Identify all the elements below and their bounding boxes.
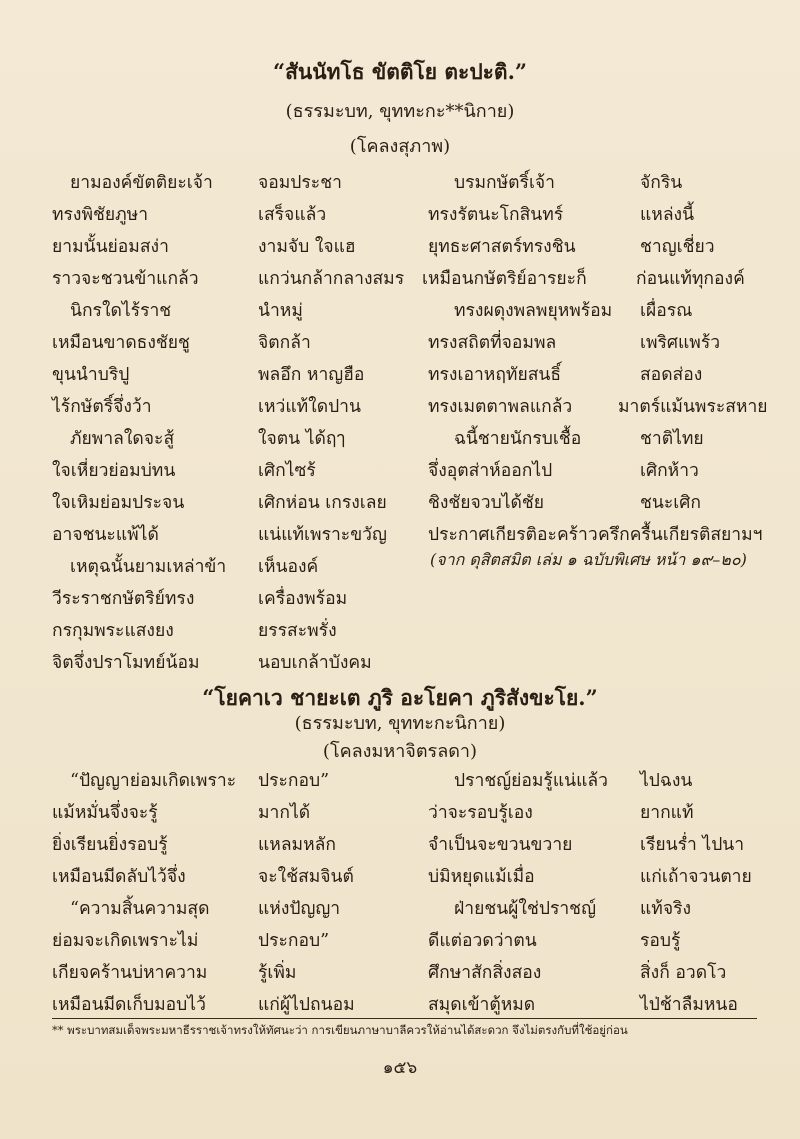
verse-cell: เรียนร่ำ ไปนา <box>640 835 745 855</box>
verse-row <box>0 958 800 990</box>
verse-row <box>0 296 800 328</box>
verse-cell: สิ่งก็ อวดโว <box>640 963 727 983</box>
verse-cell: ก่อนแท้ทุกองค์ <box>636 269 745 289</box>
section1-title: “สันนัทโธ ขัตติโย ตะปะติ.” <box>273 59 527 84</box>
verse-cell: อาจชนะแพ้ได้ <box>52 525 159 545</box>
verse-cell: ครึกครื้นเกียรติสยามฯ <box>598 525 763 545</box>
verse-cell: แก่ผู้ไปถนอม <box>258 995 355 1015</box>
verse-cell: วีระราชกษัตริย์ทรง <box>52 589 195 609</box>
verse-cell: สอดส่อง <box>640 365 703 385</box>
verse-cell: บ่มิหยุดแม้เมื่อ <box>428 867 535 887</box>
verse-cell: จักริน <box>640 173 683 193</box>
verse-cell: ประกาศเกียรติอะคร้าว <box>428 525 598 545</box>
verse-cell: ยามองค์ขัตติยะเจ้า <box>70 173 213 193</box>
verse-cell: ราวจะชวนข้าแกล้ว <box>52 269 199 289</box>
verse-cell: แม้หมั่นจึ่งจะรู้ <box>52 803 158 823</box>
verse-cell: สมุดเข้าตู้หมด <box>428 995 536 1015</box>
verse-row <box>0 264 800 296</box>
verse-row <box>0 584 800 616</box>
verse-row <box>0 798 800 830</box>
verse-cell: ทรงสถิตที่จอมพล <box>428 333 557 353</box>
verse-cell: ยรรสะพรั่ง <box>258 621 337 641</box>
verse-cell: ประกอบ” <box>258 931 330 951</box>
verse-row <box>0 616 800 648</box>
verse-cell: ภัยพาลใดจะสู้ <box>70 429 175 449</box>
verse-cell: ไร้กษัตริ์จึ่งว้า <box>52 397 152 417</box>
citation-note: (จาก ดุสิตสมิต เล่ม ๑ ฉบับพิเศษ หน้า ๑๙–๒๐) <box>430 550 747 569</box>
verse-cell: มากได้ <box>258 803 311 823</box>
verse-cell: เสร็จแล้ว <box>258 205 327 225</box>
section2-title: “โยคาเว ชายะเต ภูริ อะโยคา ภูริสังขะโย.” <box>202 685 598 710</box>
verse-cell: เหมือนขาดธงชัยชู <box>52 333 190 353</box>
verse-cell: ดีแต่อวดว่าตน <box>428 931 537 951</box>
verse-cell: จิตจึ่งปราโมทย์น้อม <box>52 653 200 673</box>
verse-cell: เศิกห่อน เกรงเลย <box>258 493 387 513</box>
verse-cell: “ปัญญาย่อมเกิดเพราะ <box>70 771 237 791</box>
section2-meter: (โคลงมหาจิตรลดา) <box>322 741 478 762</box>
verse-cell: ฝ่ายชนผู้ใช่ปราชญ์ <box>454 899 596 919</box>
verse-cell: ทรงเอาหฤทัยสนธิ์ <box>428 365 562 385</box>
verse-cell: ไป่ช้าลืมหนอ <box>640 995 738 1015</box>
verse-cell: จึ่งอุตส่าห์ออกไป <box>428 461 553 481</box>
verse-cell: แกว่นกล้ากลางสมร <box>258 269 405 289</box>
verse-cell: เศิกไซร้ <box>258 461 316 481</box>
verse-cell: ยากแท้ <box>640 803 694 823</box>
verse-cell: ประกอบ” <box>258 771 330 791</box>
verse-cell: ปราชญ์ย่อมรู้แน่แล้ว <box>454 771 608 791</box>
verse-cell: เหตุฉนั้นยามเหล่าข้า <box>70 557 227 577</box>
section2-source: (ธรรมะบท, ขุททะกะนิกาย) <box>294 713 506 734</box>
verse-cell: จำเป็นจะขวนขวาย <box>428 835 573 855</box>
verse-row <box>0 328 800 360</box>
section1-source: (ธรรมะบท, ขุททะกะ**นิกาย) <box>285 101 515 122</box>
verse-cell: ทรงเมตตาพลแกล้ว <box>428 397 573 417</box>
verse-row <box>0 766 800 798</box>
verse-row <box>0 894 800 926</box>
verse-row <box>0 392 800 424</box>
verse-cell: เหมือนกษัตริย์อารยะก็ <box>422 269 587 289</box>
verse-cell: จิตกล้า <box>258 333 311 353</box>
verse-cell: เห็นองค์ <box>258 557 319 577</box>
verse-cell: ว่าจะรอบรู้เอง <box>428 803 533 823</box>
verse-cell: ทรงผดุงพลพยุหพร้อม <box>454 301 613 321</box>
verse-cell: ทรงพิชัยภูษา <box>52 205 149 225</box>
verse-cell: เหว่แท้ใดปาน <box>258 397 361 417</box>
verse-cell: ยุทธะศาสตร์ทรงชิน <box>428 237 576 257</box>
verse-cell: พลอึก หาญฮือ <box>258 365 365 385</box>
verse-cell: เครื่องพร้อม <box>258 589 348 609</box>
verse-cell: บรมกษัตริ์เจ้า <box>454 173 556 193</box>
verse-cell: เหมือนมีดลับไว้จึ่ง <box>52 867 186 887</box>
footnote: ** พระบาทสมเด็จพระมหาธีรราชเจ้าทรงให้ทัศนะว่า การเขียนภาษาบาลีควรให้อ่านได้สะดวก จึงไม่ตรงกับที่ใช้อยู่ก่อน <box>52 1023 628 1037</box>
verse-cell: มาตร์แม้นพระสหาย <box>618 397 768 417</box>
verse-cell: เกียจคร้านบ่หาความ <box>52 963 208 983</box>
verse-cell: ชนะเศิก <box>640 493 701 513</box>
verse-row <box>0 360 800 392</box>
verse-cell: นิกรใดไร้ราช <box>70 301 172 321</box>
verse-cell: ชาญเชี่ยว <box>640 237 715 257</box>
verse-cell: แหล่งนี้ <box>640 205 695 225</box>
verse-row <box>0 926 800 958</box>
verse-cell: นำหมู่ <box>258 301 303 321</box>
verse-cell: จอมประชา <box>258 173 342 193</box>
verse-cell: นอบเกล้าบังคม <box>258 653 372 673</box>
verse-cell: ทรงรัตนะโกสินทร์ <box>428 205 564 225</box>
verse-row <box>0 424 800 456</box>
verse-cell: เศิกห้าว <box>640 461 699 481</box>
verse-row <box>0 488 800 520</box>
verse-cell: จะใช้สมจินต์ <box>258 867 354 887</box>
section1-meter: (โคลงสุภาพ) <box>349 136 451 157</box>
verse-cell: แน่แท้เพราะขวัญ <box>258 525 387 545</box>
verse-cell: ยามนั้นย่อมสง่า <box>52 237 169 257</box>
verse-cell: รู้เพิ่ม <box>258 963 297 983</box>
verse-row <box>0 648 800 680</box>
verse-row <box>0 862 800 894</box>
footnote-divider <box>52 1018 757 1019</box>
verse-cell: ชาติไทย <box>640 429 704 449</box>
verse-row <box>0 830 800 862</box>
verse-cell: แก่เถ้าจวนตาย <box>640 867 752 887</box>
verse-cell: ขุนนำบริปู <box>52 365 130 385</box>
verse-cell: ฉนี้ชายนักรบเชื้อ <box>454 429 582 449</box>
verse-cell: ย่อมจะเกิดเพราะไม่ <box>52 931 199 951</box>
verse-row <box>0 232 800 264</box>
verse-cell: เหมือนมีดเก็บมอบไว้ <box>52 995 206 1015</box>
verse-cell: เพริศแพร้ว <box>640 333 721 353</box>
verse-row <box>0 168 800 200</box>
verse-cell: “ความสิ้นความสุด <box>70 899 210 919</box>
verse-cell: แหลมหลัก <box>258 835 336 855</box>
verse-cell: แท้จริง <box>640 899 692 919</box>
verse-cell: ยิ่งเรียนยิ่งรอบรู้ <box>52 835 168 855</box>
verse-cell: ศึกษาสักสิ่งสอง <box>428 963 542 983</box>
verse-cell: งามจับ ใจแฮ <box>258 237 356 257</box>
verse-cell: เผื่อรณ <box>640 301 693 321</box>
verse-cell: ไปฉงน <box>640 771 693 791</box>
verse-cell: ใจเหิมย่อมประจน <box>52 493 185 513</box>
verse-cell: แห่งปัญญา <box>258 899 341 919</box>
verse-cell: ใจเหี่ยวย่อมบ่ทน <box>52 461 176 481</box>
verse-cell: รอบรู้ <box>640 931 681 951</box>
page-number: ๑๕๖ <box>382 1058 418 1078</box>
verse-cell: ใจตน ได้ฤๅ <box>258 429 345 449</box>
verse-row <box>0 456 800 488</box>
verse-cell: ชิงชัยจวบได้ชัย <box>428 493 545 513</box>
verse-row <box>0 200 800 232</box>
verse-cell: กรกุมพระแสงยง <box>52 621 174 641</box>
